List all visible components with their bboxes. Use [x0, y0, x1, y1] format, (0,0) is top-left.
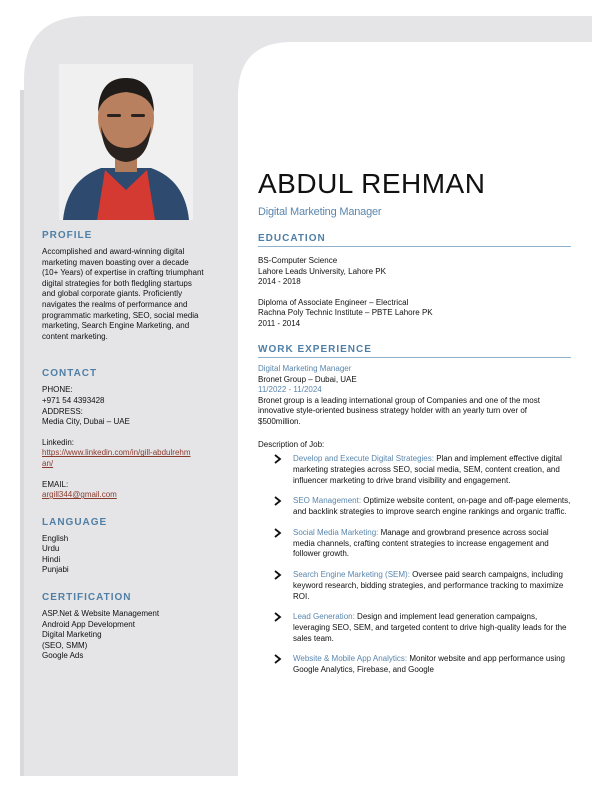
duty-item: [272, 454, 571, 486]
education-entry: [258, 298, 571, 330]
work-summary: Bronet group is a leading international group of Companies and one of the most innovative style-oriented business strategy holder with an yearly turn over of $500million.: [258, 395, 540, 426]
phone-value: +971 54 4393428: [42, 395, 105, 405]
certification-heading: CERTIFICATION: [42, 592, 132, 604]
duty-text: Plan and implement effective digital marketing strategies across SEO, social media, SEM, content creation, and influencer marketing to drive brand visibility and engagement.: [293, 454, 562, 485]
job-description-label: Description of Job:: [258, 439, 325, 449]
education-heading: EDUCATION: [258, 233, 571, 247]
person-name: ABDUL REHMAN: [258, 168, 486, 199]
duty-text: Optimize website content, on-page and off-page elements, and backlink strategies to improve search engine rankings and organic traffic.: [293, 496, 571, 517]
work-heading: WORK EXPERIENCE: [258, 344, 571, 358]
language-list: [42, 534, 232, 576]
duty-title: SEO Management:: [293, 496, 362, 506]
duty-title: Website & Mobile App Analytics:: [293, 654, 408, 664]
duty-text: Design and implement lead generation campaigns, leveraging SEO, SEM, and targeted content to drive high-quality leads for the sales team.: [293, 612, 567, 643]
certification-item: Digital Marketing: [42, 630, 102, 640]
profile-text: Accomplished and award-winning digital marketing maven boasting over a decade (10+ Years) of expertise in crafting triumphant digital strategies for both fledgling startups and global corporate giants. Proficiently navigates the realms of performance and programmatic marketing, SEO, social media marketing, Search Engine Marketing, and content marketing.: [42, 247, 204, 341]
work-entry: [258, 364, 571, 450]
linkedin-link[interactable]: https://www.linkedin.com/in/gill-abdulrehman/: [42, 448, 191, 468]
chevron-right-icon: [274, 612, 282, 622]
email-label: EMAIL:: [42, 479, 69, 489]
duty-title: Social Media Marketing:: [293, 527, 379, 537]
job-title: Digital Marketing Manager: [258, 206, 382, 218]
duty-text: Oversee paid search campaigns, including keyword research, bidding strategies, and performance tracking to maximize ROI.: [293, 569, 564, 601]
education-entry: [258, 256, 571, 288]
education-degree: Diploma of Associate Engineer – Electrical: [258, 297, 409, 307]
email-link[interactable]: argill344@gmail.com: [42, 490, 117, 500]
duty-title: Lead Generation:: [293, 612, 355, 622]
duty-text: Manage and growbrand presence across social media channels, crafting content strategies to increase engagement and follower growth.: [293, 527, 549, 559]
work-dates: 11/2022 - 11/2024: [258, 385, 322, 395]
duty-item: [272, 528, 571, 560]
linkedin-label: Linkedin:: [42, 437, 75, 447]
work-company: Bronet Group – Dubai, UAE: [258, 374, 357, 384]
certification-item: ASP.Net & Website Management: [42, 609, 160, 619]
certification-item: (SEO, SMM): [42, 640, 88, 650]
duty-title: Search Engine Marketing (SEM):: [293, 569, 410, 579]
duty-title: Develop and Execute Digital Strategies:: [293, 454, 434, 464]
duty-item: [272, 654, 571, 676]
language-item: Urdu: [42, 544, 60, 554]
sidebar: [42, 230, 232, 662]
certification-item: Android App Development: [42, 619, 135, 629]
duty-item: [272, 570, 571, 602]
chevron-right-icon: [274, 570, 282, 580]
education-degree: BS-Computer Science: [258, 256, 338, 265]
chevron-right-icon: [274, 496, 282, 506]
chevron-right-icon: [274, 654, 282, 664]
education-section: [258, 233, 571, 330]
language-heading: LANGUAGE: [42, 516, 108, 528]
profile-photo: [59, 64, 193, 220]
profile-heading: PROFILE: [42, 230, 93, 241]
chevron-right-icon: [274, 528, 282, 538]
language-item: Punjabi: [42, 565, 69, 575]
contact-block: [42, 385, 232, 500]
language-item: English: [42, 533, 69, 543]
duty-text: Monitor website and app performance using Google Analytics, Firebase, and Google: [293, 654, 566, 675]
education-school: Rachna Poly Technic Institute – PBTE Lahore PK: [258, 308, 433, 318]
education-years: 2014 - 2018: [258, 277, 301, 287]
contact-heading: CONTACT: [42, 368, 98, 380]
work-role: Digital Marketing Manager: [258, 364, 352, 373]
education-school: Lahore Leads University, Lahore PK: [258, 266, 386, 276]
certification-item: Google Ads: [42, 651, 84, 661]
work-section: [258, 344, 571, 686]
language-item: Hindi: [42, 554, 61, 564]
duty-item: [272, 612, 571, 644]
duties-list: [272, 454, 571, 676]
education-years: 2011 - 2014: [258, 318, 301, 328]
chevron-right-icon: [274, 454, 282, 464]
duty-item: [272, 496, 571, 518]
phone-label: PHONE:: [42, 385, 73, 395]
certification-list: [42, 609, 232, 662]
address-value: Media City, Dubai – UAE: [42, 417, 130, 427]
address-label: ADDRESS:: [42, 406, 83, 416]
